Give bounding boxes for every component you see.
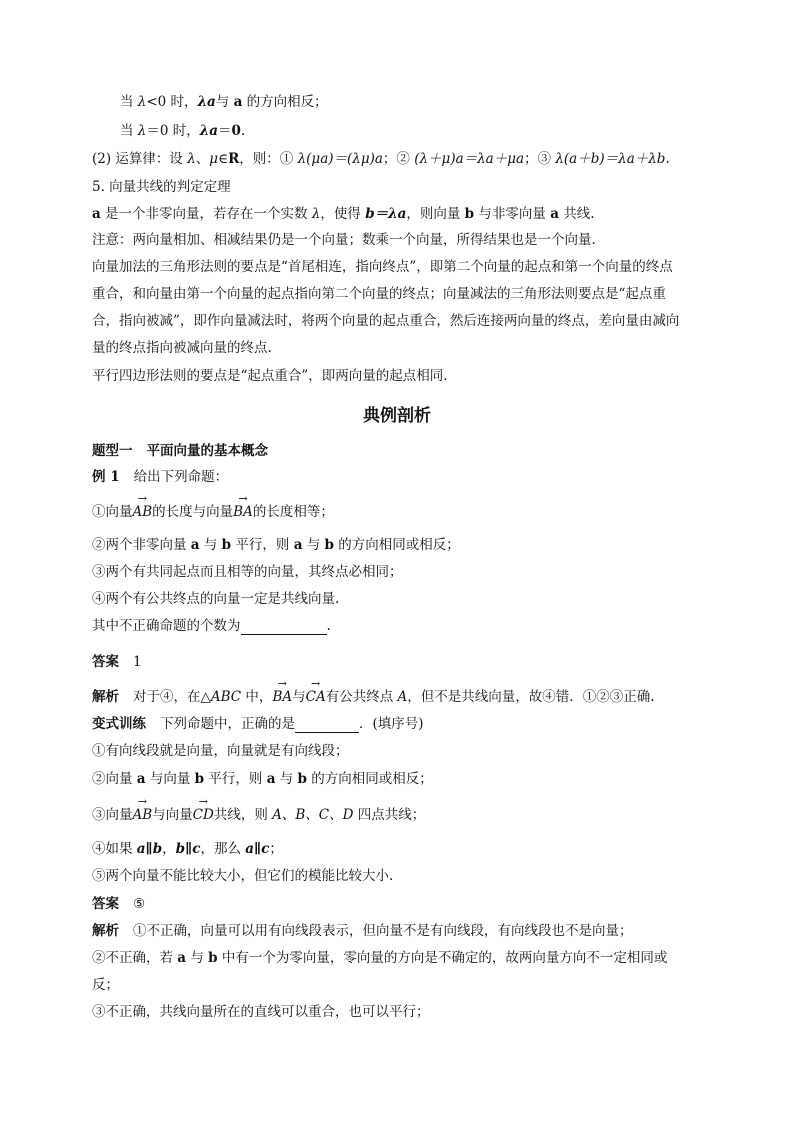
math-symbol: 0 (231, 123, 241, 139)
text: 的长度相等； (252, 504, 334, 520)
text: 的长度与向量 (152, 504, 234, 520)
math-symbol: a (293, 537, 303, 553)
text: . (665, 151, 670, 167)
text-line (92, 205, 595, 223)
text: 是一个非零向量，若存在一个实数 (100, 206, 312, 222)
text: 共线，则 (213, 807, 273, 823)
math-symbol: a (136, 771, 146, 787)
text: ④如果 (92, 841, 137, 857)
text-line: ③不正确，共线向量所在的直线可以重合，也可以平行； (92, 1004, 430, 1020)
text: ，但不是共线向量，故④错．①②③正确. (407, 689, 655, 705)
text: 与 (275, 771, 298, 787)
math-symbol: a (550, 206, 559, 222)
math-symbol: b (464, 206, 475, 222)
list-item (92, 840, 283, 858)
answer-label: 答案 (92, 654, 119, 670)
text: 平行，则 (204, 771, 267, 787)
topic-heading (92, 442, 268, 460)
list-item (92, 770, 433, 788)
text-line (92, 949, 667, 967)
vector-ba: → BA (233, 503, 253, 521)
math-symbol: a (92, 206, 101, 222)
text: ＝0 时， (146, 123, 200, 139)
answer-text: ⑤ (133, 896, 146, 912)
list-item: ③两个有共同起点而且相等的向量，其终点必相同； (92, 564, 403, 580)
text: ，则向量 (406, 206, 465, 222)
text: ； (269, 841, 283, 857)
text-line (120, 122, 245, 140)
text: . (326, 618, 331, 634)
math-symbol: λ (187, 151, 196, 167)
example-heading (92, 468, 228, 486)
topic-title: 平面向量的基本概念 (146, 443, 268, 459)
text: ③向量 (92, 807, 133, 823)
vector-ab: → AB (133, 503, 153, 521)
text: 与 (186, 950, 209, 966)
math-symbol: μ (209, 151, 219, 167)
analysis-line (92, 688, 655, 706)
text: ；③ (524, 151, 556, 167)
math-expression: λ(μa)＝(λμ)a (297, 151, 383, 167)
list-item (92, 806, 425, 824)
math-expression: a∥b (136, 841, 163, 857)
text: 其中不正确命题的个数为 (92, 618, 241, 634)
math-expression: λa (199, 123, 218, 139)
text: 的方向相同或相反； (333, 537, 460, 553)
text: 与非零向量 (474, 206, 551, 222)
text: ②不正确，若 (92, 950, 178, 966)
text: 对于④，在△ (133, 689, 211, 705)
math-symbol: λ (137, 94, 147, 110)
list-item: ④两个有公共终点的向量一定是共线向量. (92, 591, 340, 607)
text-line: 量的终点指向被减向量的终点. (92, 340, 272, 356)
text-line (120, 93, 328, 111)
list-item (92, 536, 460, 554)
topic-label: 题型一 (92, 443, 133, 459)
answer-text: 1 (133, 654, 142, 670)
text: 当 (120, 123, 138, 139)
question-line (92, 617, 331, 635)
list-item (92, 503, 334, 521)
list-item: ⑤两个向量不能比较大小，但它们的模能比较大小. (92, 868, 394, 884)
text: 当 (120, 94, 138, 110)
math-symbol: a (233, 94, 243, 110)
vector-ca: → CA (306, 688, 326, 706)
answer-blank[interactable] (295, 718, 359, 733)
text: ＝ (217, 123, 232, 139)
math-expression: λ(a＋b)＝λa＋λb (555, 151, 666, 167)
exercise-label: 变式训练 (92, 716, 146, 732)
list-item: ①有向线段就是向量，向量就是有向线段； (92, 743, 349, 759)
text: 与 (292, 689, 306, 705)
text: 共线. (558, 206, 595, 222)
example-label: 例 1 (92, 469, 120, 485)
text: 与 (199, 537, 222, 553)
text: (2) 运算律：设 (92, 151, 188, 167)
text-line: 平行四边形法则的要点是“起点重合”，即两向量的起点相同. (92, 368, 448, 384)
math-symbol: b (221, 537, 232, 553)
math-symbol: R (228, 151, 240, 167)
math-expression: A、B、C、D (272, 807, 354, 823)
text: 的方向相反； (242, 94, 328, 110)
math-symbol: λ (137, 123, 147, 139)
math-symbol: a (266, 771, 276, 787)
text-line: 向量加法的三角形法则的要点是“首尾相连，指向终点”，即第二个向量的起点和第一个向量的终点 (92, 259, 673, 275)
text: ，使得 (320, 206, 366, 222)
subheading: 5. 向量共线的判定定理 (92, 179, 231, 195)
answer-label: 答案 (92, 896, 119, 912)
exercise-heading (92, 715, 424, 733)
text-line: 合，指向被减”，即作向量减法时，将两个向量的起点重合，然后连接两向量的终点，差向量由减向 (92, 313, 680, 329)
math-expression: (λ＋μ)a＝λa＋μa (414, 151, 525, 167)
text: ；② (382, 151, 415, 167)
text: ∈ (218, 151, 229, 167)
text: 平行，则 (231, 537, 294, 553)
text-line: 重合，和向量由第一个向量的起点指向第二个向量的终点；向量减法的三角形法则要点是“起点重 (92, 286, 666, 302)
text: ②向量 (92, 771, 137, 787)
vector-cd: → CD (193, 806, 214, 824)
text-line (92, 150, 670, 168)
math-expression: λa (197, 94, 216, 110)
text: ，那么 (200, 841, 246, 857)
text-line: 反； (92, 977, 119, 993)
text: ②两个非零向量 (92, 537, 191, 553)
math-symbol: b (297, 771, 307, 787)
text: 的方向相同或相反； (306, 771, 433, 787)
text: 、 (195, 151, 210, 167)
analysis-line (92, 922, 633, 940)
analysis-label: 解析 (92, 689, 119, 705)
math-symbol: A (397, 689, 408, 705)
section-title: 典例剖析 (363, 406, 431, 426)
math-symbol: a (177, 950, 187, 966)
answer-blank[interactable] (241, 620, 327, 635)
text: 与向量 (145, 771, 195, 787)
math-symbol: b (208, 950, 218, 966)
text: ，则：① (239, 151, 298, 167)
text: 与 (302, 537, 325, 553)
text: ①向量 (92, 504, 133, 520)
answer-line (92, 895, 145, 913)
text: <0 时， (146, 94, 198, 110)
vector-ab: → AB (133, 806, 153, 824)
math-symbol: b (324, 537, 334, 553)
text: 中， (241, 689, 273, 705)
text: 下列命题中，正确的是 (160, 716, 295, 732)
text: ．(填序号) (359, 716, 424, 732)
text: 中有一个为零向量，零向量的方向是不确定的，故两向量方向不一定相同或 (217, 950, 668, 966)
text: 四点共线； (353, 807, 426, 823)
text: 与向量 (152, 807, 193, 823)
analysis-label: 解析 (92, 923, 119, 939)
text: 有公共终点 (325, 689, 398, 705)
math-expression: a∥c (245, 841, 270, 857)
text: 与 (215, 94, 234, 110)
text: . (240, 123, 246, 139)
text: ①不正确，向量可以用有向线段表示，但向量不是有向线段，有向线段也不是向量； (133, 923, 633, 939)
math-expression: b＝λa (365, 206, 407, 222)
math-symbol: λ (311, 206, 321, 222)
text-line: 注意：两向量相加、相减结果仍是一个向量；数乘一个向量，所得结果也是一个向量. (92, 232, 596, 248)
math-symbol: b (194, 771, 205, 787)
vector-ba: → BA (272, 688, 292, 706)
math-symbol: ABC (210, 689, 242, 705)
math-symbol: a (190, 537, 200, 553)
text: ， (162, 841, 176, 857)
math-expression: b∥c (175, 841, 201, 857)
text: 给出下列命题： (133, 469, 229, 485)
answer-line (92, 653, 142, 671)
